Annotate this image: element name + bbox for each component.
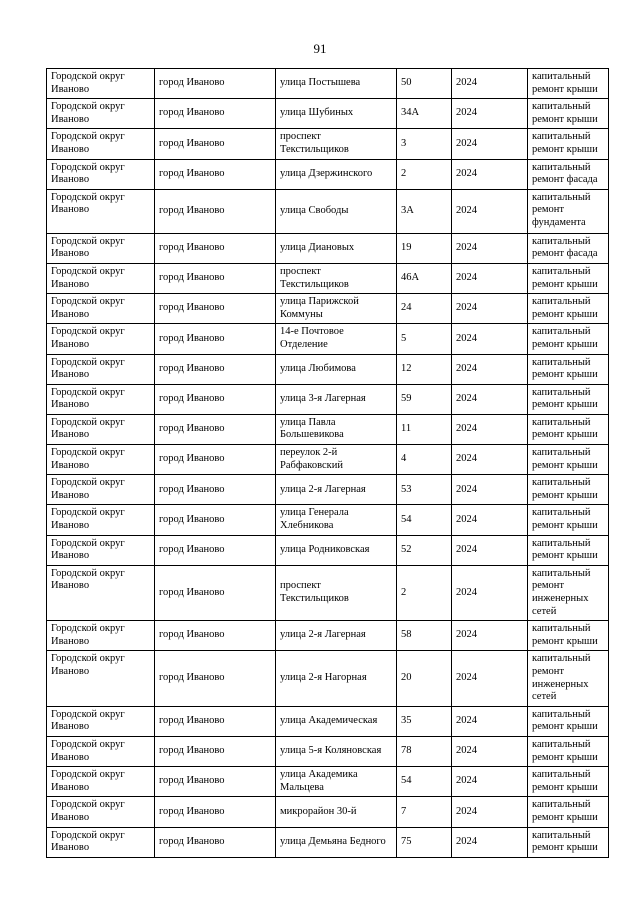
street-cell: улица Академическая: [276, 706, 397, 736]
house-number-cell: 4: [397, 445, 452, 475]
city-cell: город Иваново: [155, 736, 276, 766]
house-number-cell: 78: [397, 736, 452, 766]
house-number-cell: 59: [397, 384, 452, 414]
city-cell: город Иваново: [155, 651, 276, 706]
city-cell: город Иваново: [155, 263, 276, 293]
work-type-cell: капитальный ремонт крыши: [528, 445, 609, 475]
district-cell: Городской округ Иваново: [47, 505, 155, 535]
work-type-cell: капитальный ремонт крыши: [528, 294, 609, 324]
street-cell: переулок 2-й Рабфаковский: [276, 445, 397, 475]
street-cell: проспект Текстильщиков: [276, 263, 397, 293]
table-row: [47, 505, 609, 535]
work-type-cell: капитальный ремонт крыши: [528, 129, 609, 159]
work-type-cell: капитальный ремонт крыши: [528, 505, 609, 535]
city-cell: город Иваново: [155, 767, 276, 797]
district-cell: Городской округ Иваново: [47, 129, 155, 159]
street-cell: улица Любимова: [276, 354, 397, 384]
house-number-cell: 53: [397, 475, 452, 505]
work-type-cell: капитальный ремонт крыши: [528, 475, 609, 505]
street-cell: 14-е Почтовое Отделение: [276, 324, 397, 354]
city-cell: город Иваново: [155, 384, 276, 414]
table-row: [47, 827, 609, 857]
house-number-cell: 5: [397, 324, 452, 354]
work-type-cell: капитальный ремонт крыши: [528, 706, 609, 736]
work-type-cell: капитальный ремонт фундамента: [528, 189, 609, 233]
page-number: 91: [313, 41, 327, 56]
table-row: [47, 797, 609, 827]
city-cell: город Иваново: [155, 827, 276, 857]
district-cell: Городской округ Иваново: [47, 651, 155, 706]
district-cell: Городской округ Иваново: [47, 535, 155, 565]
year-cell: 2024: [452, 159, 528, 189]
work-type-cell: капитальный ремонт инженерных сетей: [528, 651, 609, 706]
street-cell: улица Академика Мальцева: [276, 767, 397, 797]
house-number-cell: 54: [397, 767, 452, 797]
street-cell: улица Постышева: [276, 69, 397, 99]
year-cell: 2024: [452, 565, 528, 620]
street-cell: улица Диановых: [276, 233, 397, 263]
street-cell: проспект Текстильщиков: [276, 129, 397, 159]
table-row: [47, 736, 609, 766]
street-cell: улица 2-я Лагерная: [276, 475, 397, 505]
city-cell: город Иваново: [155, 129, 276, 159]
year-cell: 2024: [452, 736, 528, 766]
table-row: [47, 475, 609, 505]
work-type-cell: капитальный ремонт инженерных сетей: [528, 565, 609, 620]
city-cell: город Иваново: [155, 233, 276, 263]
city-cell: город Иваново: [155, 445, 276, 475]
district-cell: Городской округ Иваново: [47, 263, 155, 293]
city-cell: город Иваново: [155, 69, 276, 99]
work-type-cell: капитальный ремонт крыши: [528, 827, 609, 857]
year-cell: 2024: [452, 505, 528, 535]
year-cell: 2024: [452, 651, 528, 706]
street-cell: улица Генерала Хлебникова: [276, 505, 397, 535]
year-cell: 2024: [452, 263, 528, 293]
house-number-cell: 50: [397, 69, 452, 99]
year-cell: 2024: [452, 445, 528, 475]
district-cell: Городской округ Иваново: [47, 767, 155, 797]
work-type-cell: капитальный ремонт крыши: [528, 797, 609, 827]
year-cell: 2024: [452, 129, 528, 159]
district-cell: Городской округ Иваново: [47, 797, 155, 827]
city-cell: город Иваново: [155, 475, 276, 505]
year-cell: 2024: [452, 233, 528, 263]
city-cell: город Иваново: [155, 565, 276, 620]
table-row: [47, 445, 609, 475]
district-cell: Городской округ Иваново: [47, 706, 155, 736]
city-cell: город Иваново: [155, 621, 276, 651]
district-cell: Городской округ Иваново: [47, 159, 155, 189]
city-cell: город Иваново: [155, 99, 276, 129]
district-cell: Городской округ Иваново: [47, 445, 155, 475]
house-number-cell: 54: [397, 505, 452, 535]
house-number-cell: 12: [397, 354, 452, 384]
district-cell: Городской округ Иваново: [47, 475, 155, 505]
table-row: [47, 414, 609, 444]
street-cell: улица Парижской Коммуны: [276, 294, 397, 324]
city-cell: город Иваново: [155, 189, 276, 233]
district-cell: Городской округ Иваново: [47, 414, 155, 444]
district-cell: Городской округ Иваново: [47, 294, 155, 324]
table-row: [47, 99, 609, 129]
year-cell: 2024: [452, 99, 528, 129]
table-row: [47, 767, 609, 797]
city-cell: город Иваново: [155, 294, 276, 324]
work-type-cell: капитальный ремонт фасада: [528, 159, 609, 189]
street-cell: улица Свободы: [276, 189, 397, 233]
work-type-cell: капитальный ремонт крыши: [528, 69, 609, 99]
district-cell: Городской округ Иваново: [47, 621, 155, 651]
house-number-cell: 58: [397, 621, 452, 651]
city-cell: город Иваново: [155, 354, 276, 384]
year-cell: 2024: [452, 324, 528, 354]
year-cell: 2024: [452, 475, 528, 505]
house-number-cell: 35: [397, 706, 452, 736]
street-cell: проспект Текстильщиков: [276, 565, 397, 620]
house-number-cell: 75: [397, 827, 452, 857]
table-row: [47, 263, 609, 293]
work-type-cell: капитальный ремонт крыши: [528, 414, 609, 444]
district-cell: Городской округ Иваново: [47, 565, 155, 620]
street-cell: улица Павла Большевикова: [276, 414, 397, 444]
table-row: [47, 69, 609, 99]
year-cell: 2024: [452, 354, 528, 384]
year-cell: 2024: [452, 767, 528, 797]
district-cell: Городской округ Иваново: [47, 189, 155, 233]
street-cell: улица 3-я Лагерная: [276, 384, 397, 414]
house-number-cell: 2: [397, 159, 452, 189]
work-type-cell: капитальный ремонт фасада: [528, 233, 609, 263]
district-cell: Городской округ Иваново: [47, 827, 155, 857]
table-row: [47, 233, 609, 263]
housing-repair-table: [46, 68, 609, 858]
year-cell: 2024: [452, 797, 528, 827]
table-row: [47, 324, 609, 354]
year-cell: 2024: [452, 384, 528, 414]
table-row: [47, 706, 609, 736]
city-cell: город Иваново: [155, 535, 276, 565]
table-row: [47, 651, 609, 706]
table-row: [47, 535, 609, 565]
house-number-cell: 46А: [397, 263, 452, 293]
work-type-cell: капитальный ремонт крыши: [528, 324, 609, 354]
work-type-cell: капитальный ремонт крыши: [528, 354, 609, 384]
street-cell: микрорайон 30-й: [276, 797, 397, 827]
work-type-cell: капитальный ремонт крыши: [528, 736, 609, 766]
table-row: [47, 354, 609, 384]
table-row: [47, 621, 609, 651]
street-cell: улица Родниковская: [276, 535, 397, 565]
city-cell: город Иваново: [155, 706, 276, 736]
city-cell: город Иваново: [155, 324, 276, 354]
street-cell: улица Дзержинского: [276, 159, 397, 189]
work-type-cell: капитальный ремонт крыши: [528, 621, 609, 651]
work-type-cell: капитальный ремонт крыши: [528, 384, 609, 414]
district-cell: Городской округ Иваново: [47, 324, 155, 354]
table-row: [47, 294, 609, 324]
house-number-cell: 3А: [397, 189, 452, 233]
table-row: [47, 129, 609, 159]
house-number-cell: 3: [397, 129, 452, 159]
work-type-cell: капитальный ремонт крыши: [528, 99, 609, 129]
year-cell: 2024: [452, 827, 528, 857]
city-cell: город Иваново: [155, 797, 276, 827]
work-type-cell: капитальный ремонт крыши: [528, 535, 609, 565]
district-cell: Городской округ Иваново: [47, 354, 155, 384]
year-cell: 2024: [452, 294, 528, 324]
year-cell: 2024: [452, 535, 528, 565]
work-type-cell: капитальный ремонт крыши: [528, 767, 609, 797]
street-cell: улица Демьяна Бедного: [276, 827, 397, 857]
year-cell: 2024: [452, 706, 528, 736]
table-row: [47, 384, 609, 414]
district-cell: Городской округ Иваново: [47, 99, 155, 129]
district-cell: Городской округ Иваново: [47, 384, 155, 414]
house-number-cell: 52: [397, 535, 452, 565]
street-cell: улица Шубиных: [276, 99, 397, 129]
table-body: [47, 69, 609, 858]
house-number-cell: 11: [397, 414, 452, 444]
table-row: [47, 189, 609, 233]
house-number-cell: 2: [397, 565, 452, 620]
city-cell: город Иваново: [155, 159, 276, 189]
year-cell: 2024: [452, 621, 528, 651]
city-cell: город Иваново: [155, 505, 276, 535]
district-cell: Городской округ Иваново: [47, 69, 155, 99]
house-number-cell: 19: [397, 233, 452, 263]
street-cell: улица 2-я Нагорная: [276, 651, 397, 706]
city-cell: город Иваново: [155, 414, 276, 444]
street-cell: улица 5-я Коляновская: [276, 736, 397, 766]
year-cell: 2024: [452, 69, 528, 99]
year-cell: 2024: [452, 414, 528, 444]
year-cell: 2024: [452, 189, 528, 233]
district-cell: Городской округ Иваново: [47, 233, 155, 263]
house-number-cell: 34А: [397, 99, 452, 129]
work-type-cell: капитальный ремонт крыши: [528, 263, 609, 293]
table-row: [47, 565, 609, 620]
house-number-cell: 7: [397, 797, 452, 827]
street-cell: улица 2-я Лагерная: [276, 621, 397, 651]
district-cell: Городской округ Иваново: [47, 736, 155, 766]
house-number-cell: 24: [397, 294, 452, 324]
table-row: [47, 159, 609, 189]
house-number-cell: 20: [397, 651, 452, 706]
